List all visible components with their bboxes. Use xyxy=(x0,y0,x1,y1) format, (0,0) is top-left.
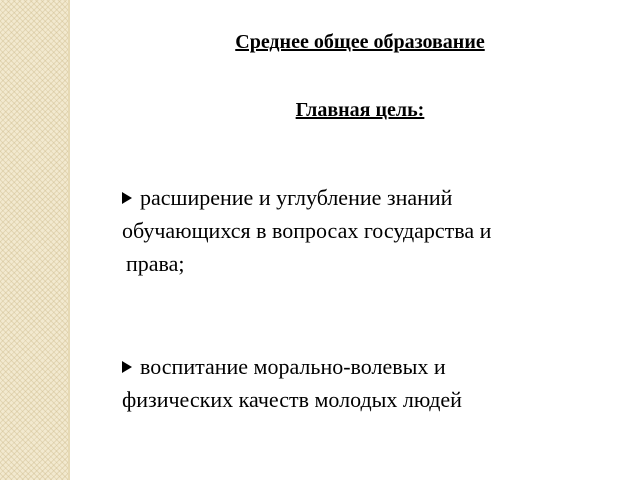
arrow-bullet-icon xyxy=(122,361,132,373)
bullet-1-text-1: расширение и углубление знаний xyxy=(140,185,453,210)
arrow-bullet-icon xyxy=(122,192,132,204)
bullet-2-text-1: воспитание морально-волевых и xyxy=(140,354,446,379)
slide-title: Среднее общее образование xyxy=(235,31,485,53)
bullet-item-2 xyxy=(122,350,622,416)
bullet-1-line-2: обучающихся в вопросах государства и xyxy=(122,218,492,243)
bullet-2-line-2: физических качеств молодых людей xyxy=(122,387,462,412)
bullet-1-line-3: права; xyxy=(126,251,185,276)
bullet-item-1 xyxy=(122,181,622,280)
bullet-2-line-1 xyxy=(122,350,622,383)
bullet-1-line-1 xyxy=(122,181,622,214)
goal-heading: Главная цель: xyxy=(295,99,425,121)
side-band-divider xyxy=(68,0,70,480)
decorative-side-band xyxy=(0,0,68,480)
